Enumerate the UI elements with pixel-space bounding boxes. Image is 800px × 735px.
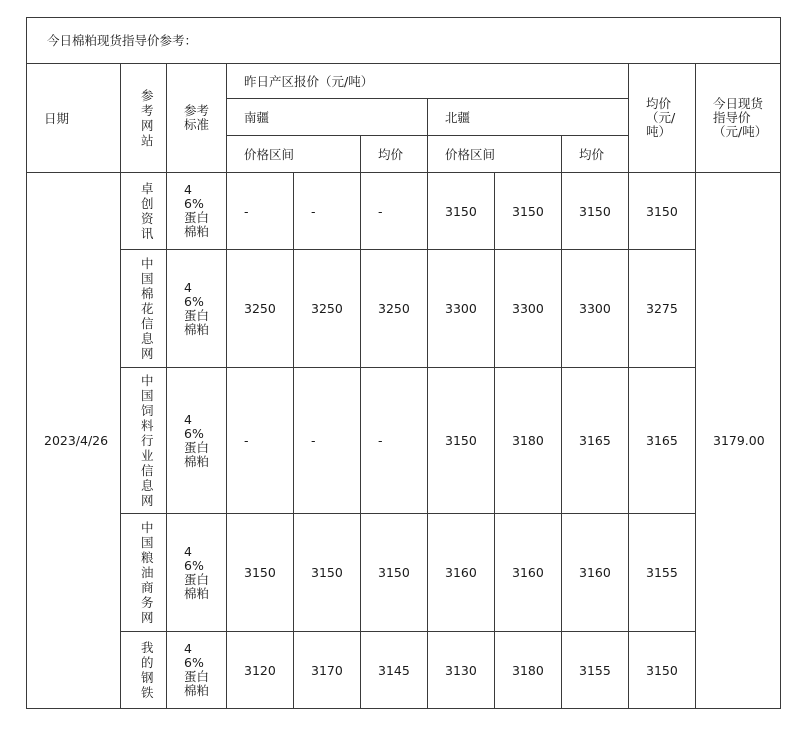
avg-cell: 3165 xyxy=(629,368,696,514)
south-avg-cell: 3145 xyxy=(361,632,428,709)
table-caption: 今日棉粕现货指导价参考： xyxy=(27,18,781,64)
header-north-avg: 均价 xyxy=(562,136,629,173)
south-low-cell: 3120 xyxy=(227,632,294,709)
north-avg-cell: 3150 xyxy=(562,173,629,250)
south-high-cell: 3150 xyxy=(294,514,361,632)
south-avg-cell: - xyxy=(361,173,428,250)
table-row xyxy=(27,632,781,709)
north-low-cell: 3300 xyxy=(428,250,495,368)
south-avg-cell: 3250 xyxy=(361,250,428,368)
site-cell: 我的钢铁 xyxy=(121,632,167,709)
header-south-avg: 均价 xyxy=(361,136,428,173)
south-high-cell: 3170 xyxy=(294,632,361,709)
south-low-cell: 3250 xyxy=(227,250,294,368)
south-high-cell: - xyxy=(294,368,361,514)
header-south-range: 价格区间 xyxy=(227,136,361,173)
table-row xyxy=(27,250,781,368)
north-avg-cell: 3160 xyxy=(562,514,629,632)
date-cell: 2023/4/26 xyxy=(27,173,121,709)
header-north-range: 价格区间 xyxy=(428,136,562,173)
header-date: 日期 xyxy=(27,64,121,173)
header-avg: 均价（元/吨） xyxy=(629,64,696,173)
north-avg-cell: 3165 xyxy=(562,368,629,514)
header-standard: 参考标准 xyxy=(167,64,227,173)
site-cell: 中国棉花信息网 xyxy=(121,250,167,368)
avg-cell: 3275 xyxy=(629,250,696,368)
south-high-cell: 3250 xyxy=(294,250,361,368)
header-site: 参考网站 xyxy=(121,64,167,173)
north-low-cell: 3150 xyxy=(428,173,495,250)
header-quote-group: 昨日产区报价（元/吨） xyxy=(227,64,629,99)
table-row xyxy=(27,368,781,514)
header-north: 北疆 xyxy=(428,99,629,136)
standard-cell: 46%蛋白棉粕 xyxy=(167,173,227,250)
table-row xyxy=(27,173,781,250)
south-low-cell: - xyxy=(227,368,294,514)
north-low-cell: 3150 xyxy=(428,368,495,514)
avg-cell: 3150 xyxy=(629,173,696,250)
north-high-cell: 3160 xyxy=(495,514,562,632)
standard-cell: 46%蛋白棉粕 xyxy=(167,250,227,368)
north-high-cell: 3180 xyxy=(495,368,562,514)
south-high-cell: - xyxy=(294,173,361,250)
standard-cell: 46%蛋白棉粕 xyxy=(167,632,227,709)
south-avg-cell: 3150 xyxy=(361,514,428,632)
north-low-cell: 3160 xyxy=(428,514,495,632)
today-guide-cell: 3179.00 xyxy=(696,173,781,709)
avg-cell: 3155 xyxy=(629,514,696,632)
north-high-cell: 3150 xyxy=(495,173,562,250)
header-south: 南疆 xyxy=(227,99,428,136)
south-low-cell: 3150 xyxy=(227,514,294,632)
site-cell: 中国粮油商务网 xyxy=(121,514,167,632)
north-high-cell: 3180 xyxy=(495,632,562,709)
south-avg-cell: - xyxy=(361,368,428,514)
price-table xyxy=(26,17,781,709)
site-cell: 卓创资讯 xyxy=(121,173,167,250)
standard-cell: 46%蛋白棉粕 xyxy=(167,368,227,514)
south-low-cell: - xyxy=(227,173,294,250)
north-high-cell: 3300 xyxy=(495,250,562,368)
north-avg-cell: 3155 xyxy=(562,632,629,709)
site-cell: 中国饲料行业信息网 xyxy=(121,368,167,514)
north-low-cell: 3130 xyxy=(428,632,495,709)
north-avg-cell: 3300 xyxy=(562,250,629,368)
standard-cell: 46%蛋白棉粕 xyxy=(167,514,227,632)
header-today-guide: 今日现货指导价（元/吨） xyxy=(696,64,781,173)
avg-cell: 3150 xyxy=(629,632,696,709)
table-row xyxy=(27,514,781,632)
